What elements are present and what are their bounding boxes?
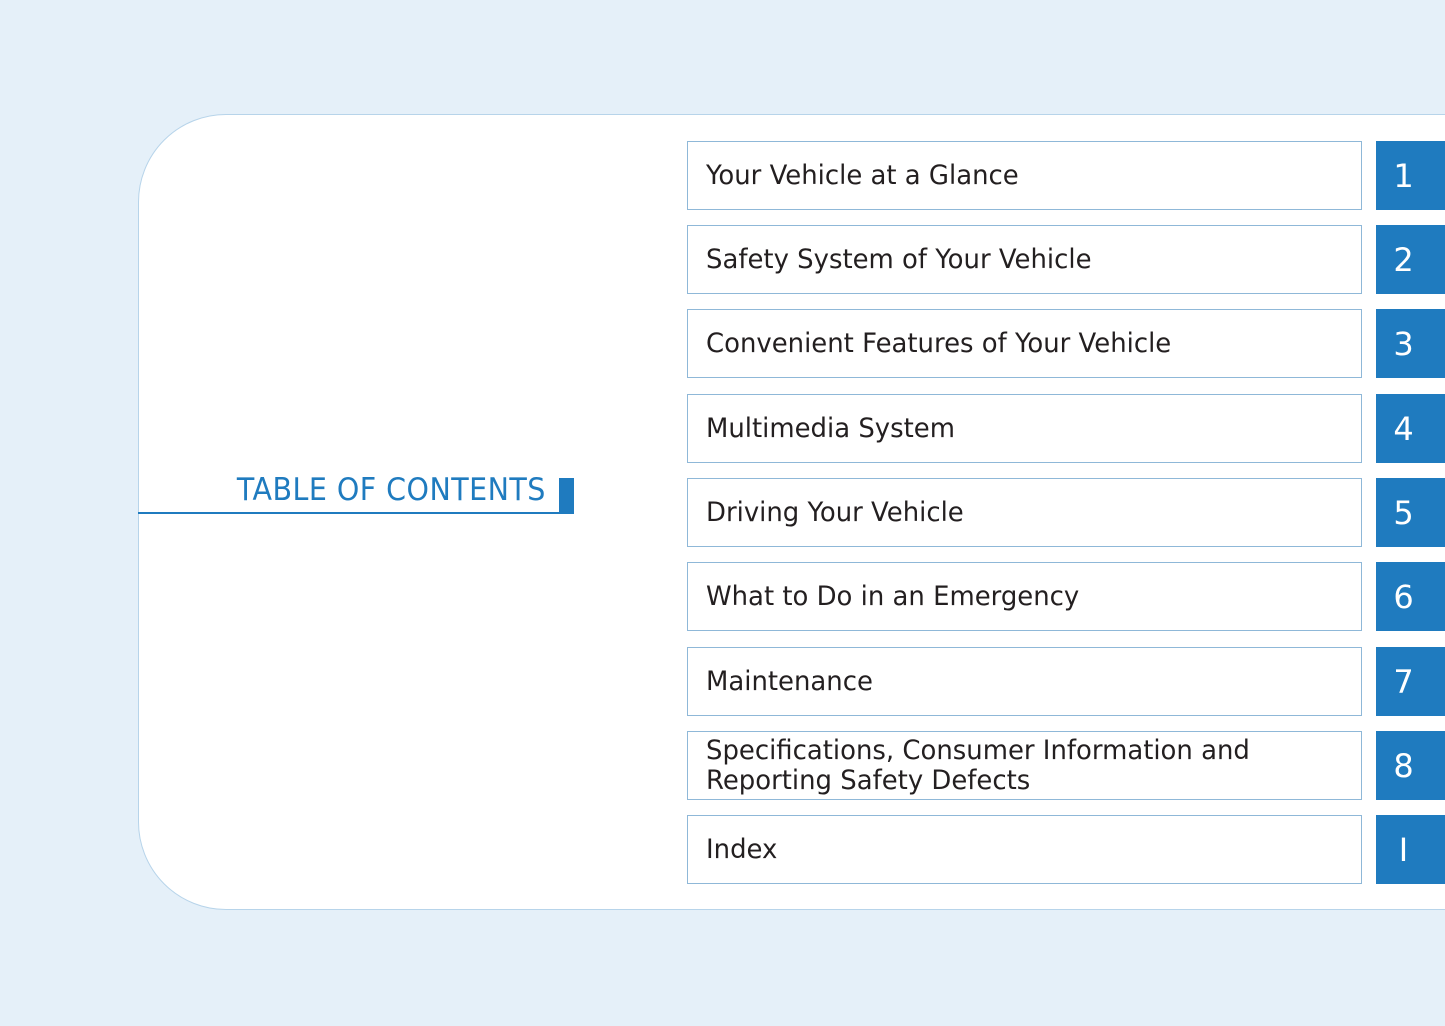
chapter-label: Maintenance (706, 665, 873, 697)
chapter-tab[interactable] (1376, 394, 1445, 463)
chapter-label: Index (706, 833, 778, 865)
chapter-link-2[interactable] (687, 225, 1445, 294)
chapter-tab[interactable] (1376, 562, 1445, 631)
chapter-link-5[interactable] (687, 478, 1445, 547)
chapter-link-1[interactable] (687, 141, 1445, 210)
chapter-tab[interactable] (1376, 478, 1445, 547)
chapter-label: Your Vehicle at a Glance (706, 159, 1019, 191)
chapter-number: 3 (1393, 324, 1414, 363)
chapter-tab[interactable] (1376, 141, 1445, 210)
chapter-label: Specifications, Consumer Information and Reporting Safety Defects (706, 734, 1250, 796)
chapter-number: 6 (1393, 577, 1414, 616)
chapter-label-box (687, 141, 1362, 210)
chapter-link-4[interactable] (687, 394, 1445, 463)
chapter-link-3[interactable] (687, 309, 1445, 378)
chapter-label-box (687, 647, 1362, 716)
chapter-link-index[interactable] (687, 815, 1445, 884)
chapter-number: 7 (1393, 662, 1414, 701)
chapter-label: What to Do in an Emergency (706, 580, 1080, 612)
chapter-label-box (687, 225, 1362, 294)
chapter-number: 8 (1393, 746, 1414, 785)
chapter-label-box (687, 478, 1362, 547)
chapter-tab[interactable] (1376, 815, 1445, 884)
chapter-tab[interactable] (1376, 647, 1445, 716)
chapter-link-7[interactable] (687, 647, 1445, 716)
chapter-label: Driving Your Vehicle (706, 496, 964, 528)
toc-title: TABLE OF CONTENTS (236, 472, 546, 508)
chapter-label: Multimedia System (706, 412, 955, 444)
chapter-tab[interactable] (1376, 225, 1445, 294)
chapter-label-box (687, 394, 1362, 463)
chapter-number: 2 (1393, 240, 1414, 279)
chapter-number: 5 (1393, 493, 1414, 532)
chapter-label-box (687, 562, 1362, 631)
chapter-label: Safety System of Your Vehicle (706, 243, 1092, 275)
chapter-label-box (687, 309, 1362, 378)
chapter-link-6[interactable] (687, 562, 1445, 631)
chapter-label-box (687, 731, 1362, 800)
chapter-tab[interactable] (1376, 731, 1445, 800)
chapter-number: 4 (1393, 409, 1414, 448)
chapter-tab[interactable] (1376, 309, 1445, 378)
toc-heading (138, 468, 574, 514)
toc-title-marker (559, 478, 574, 513)
chapter-number: I (1398, 830, 1409, 869)
chapter-label: Convenient Features of Your Vehicle (706, 327, 1172, 359)
chapter-link-8[interactable] (687, 731, 1445, 800)
chapter-number: 1 (1393, 156, 1414, 195)
chapter-label-box (687, 815, 1362, 884)
